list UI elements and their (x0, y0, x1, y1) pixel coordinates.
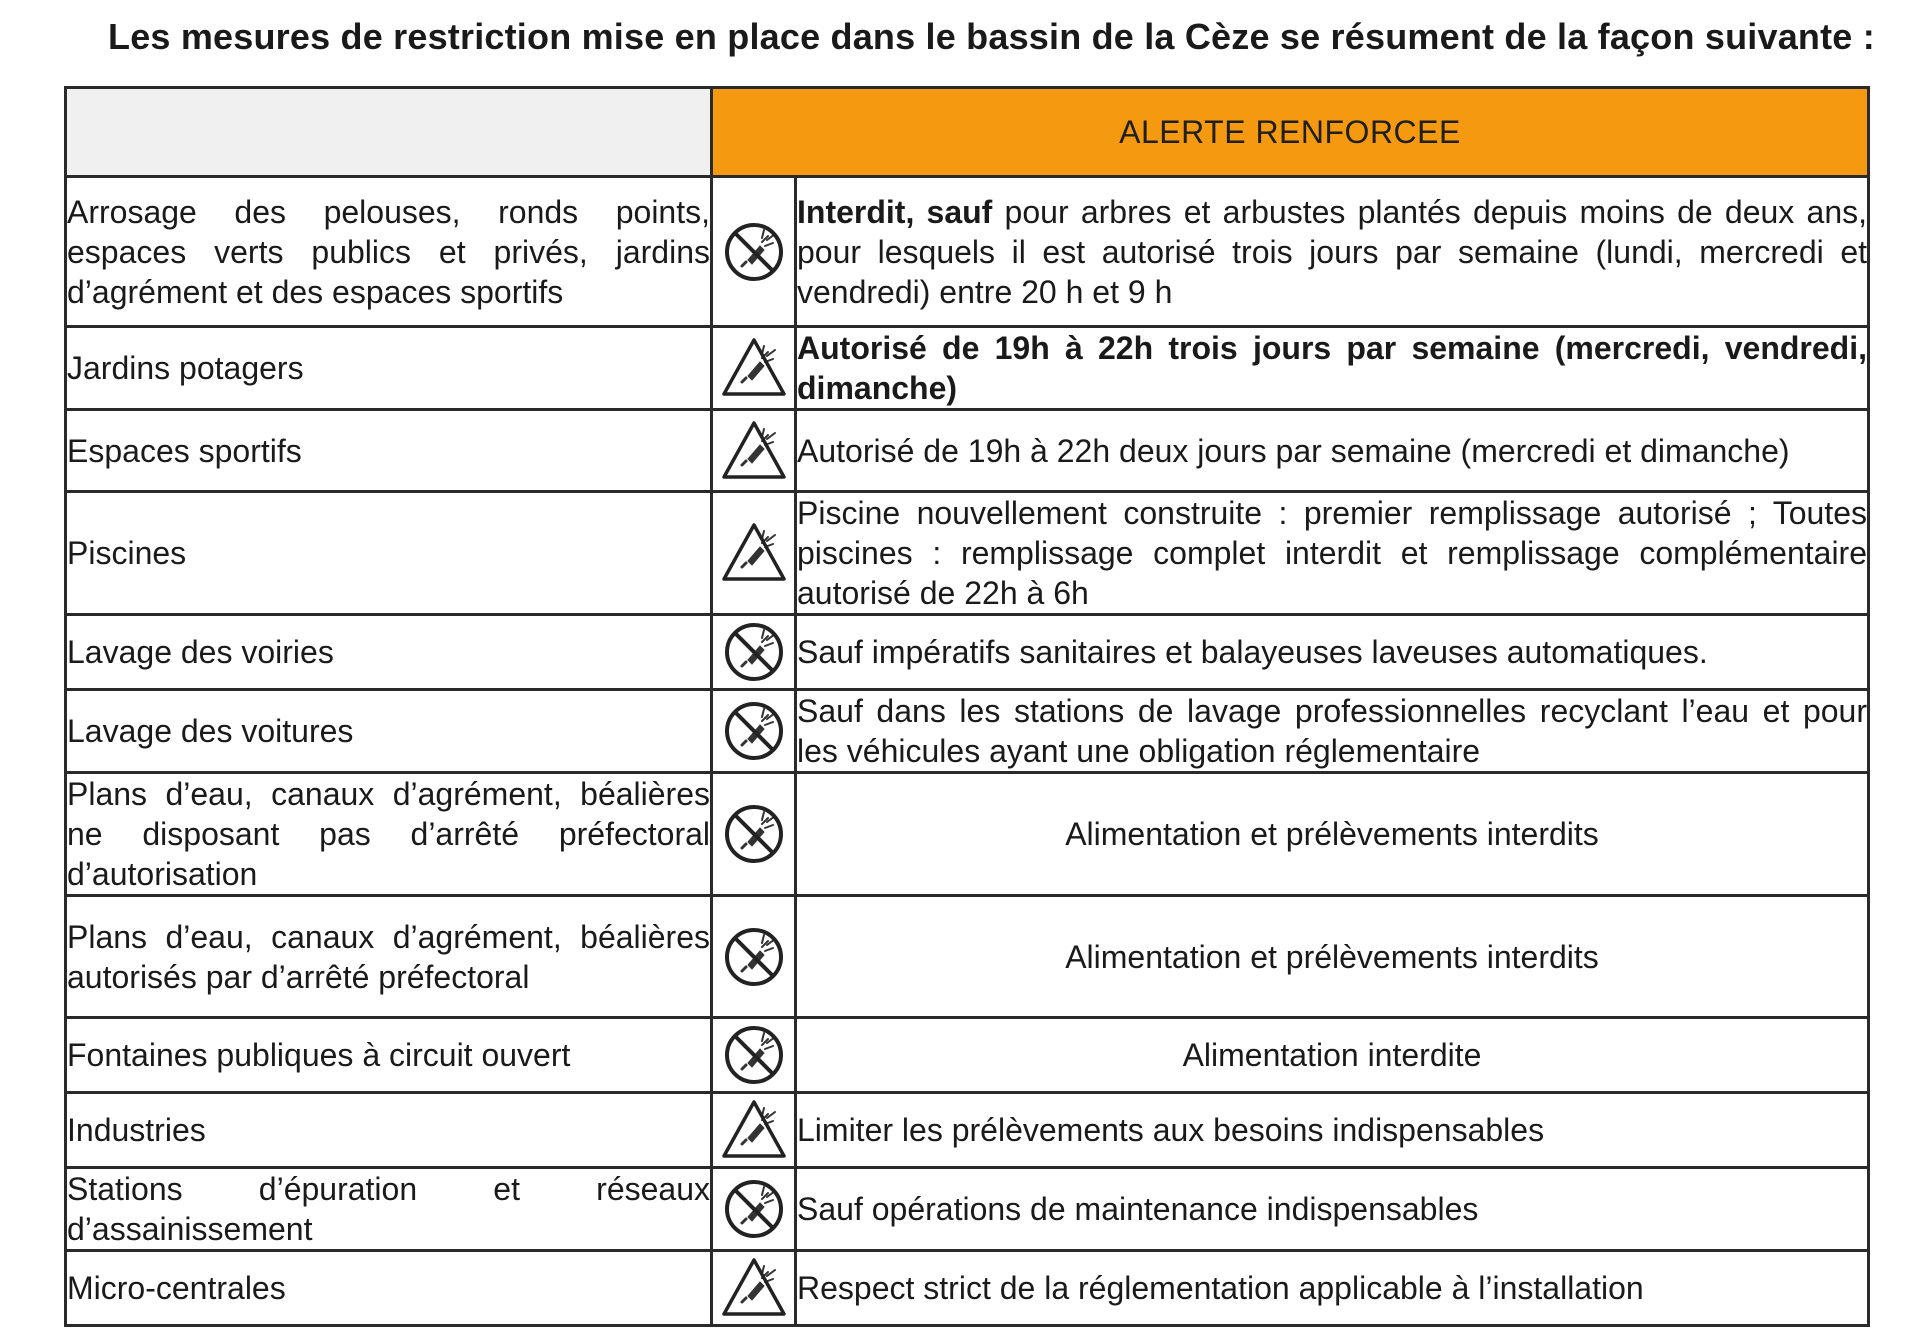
status-icon-cell (712, 327, 796, 410)
measure-cell (796, 177, 1869, 327)
activity-cell: Arrosage des pelouses, ronds points, espaces verts publics et privés, jardins d’agrément et des espaces sportifs (66, 177, 712, 327)
warning-watering-icon (718, 1094, 790, 1166)
alert-level-header: ALERTE RENFORCEE (712, 88, 1869, 177)
measure-text: Alimentation et prélèvements interdits (1065, 816, 1599, 852)
warning-watering-icon (718, 415, 790, 487)
activity-cell: Stations d’épuration et réseaux d’assainissement (66, 1168, 712, 1251)
header-blank-cell (66, 88, 712, 177)
status-icon-cell (712, 1251, 796, 1326)
activity-cell: Lavage des voitures (66, 690, 712, 773)
activity-cell: Plans d’eau, canaux d’agrément, béalières ne disposant pas d’arrêté préfectoral d’autorisation (66, 773, 712, 896)
table-row (66, 327, 1869, 410)
activity-cell: Jardins potagers (66, 327, 712, 410)
status-icon-cell (712, 177, 796, 327)
status-icon-cell (712, 492, 796, 615)
table-row (66, 492, 1869, 615)
table-row (66, 1018, 1869, 1093)
activity-cell: Piscines (66, 492, 712, 615)
measure-text: Alimentation et prélèvements interdits (1065, 938, 1599, 975)
prohibited-watering-icon (718, 921, 790, 993)
measure-text: Sauf dans les stations de lavage professionnelles recyclant l’eau et pour les véhicules ayant une obligation réglementaire (797, 693, 1867, 769)
status-icon-cell (712, 690, 796, 773)
status-icon-cell (712, 896, 796, 1018)
measure-cell (796, 615, 1869, 690)
status-icon-cell (712, 1093, 796, 1168)
measure-text: Sauf opérations de maintenance indispensables (797, 1191, 1479, 1227)
measure-cell (796, 1168, 1869, 1251)
status-icon-cell (712, 1168, 796, 1251)
measure-cell (796, 690, 1869, 773)
activity-cell: Micro-centrales (66, 1251, 712, 1326)
measure-cell (796, 410, 1869, 492)
table-row (66, 410, 1869, 492)
measure-cell (796, 327, 1869, 410)
table-header-row (66, 88, 1869, 177)
activity-cell: Industries (66, 1093, 712, 1168)
prohibited-watering-icon (718, 695, 790, 767)
table-row (66, 177, 1869, 327)
restrictions-table (64, 86, 1870, 1327)
status-icon-cell (712, 773, 796, 896)
table-row (66, 1251, 1869, 1326)
prohibited-watering-icon (718, 1173, 790, 1245)
activity-cell: Plans d’eau, canaux d’agrément, béalières autorisés par d’arrêté préfectoral (66, 896, 712, 1018)
measure-cell (796, 1251, 1869, 1326)
measure-cell (796, 1018, 1869, 1093)
activity-cell: Fontaines publiques à circuit ouvert (66, 1018, 712, 1093)
measure-text: Limiter les prélèvements aux besoins indispensables (797, 1112, 1545, 1148)
status-icon-cell (712, 1018, 796, 1093)
status-icon-cell (712, 410, 796, 492)
measure-bold-text: Interdit, sauf (797, 193, 993, 230)
table-row (66, 773, 1869, 896)
prohibited-watering-icon (718, 616, 790, 688)
warning-watering-icon (718, 332, 790, 404)
measure-cell (796, 773, 1869, 896)
table-row (66, 615, 1869, 690)
measure-text: Alimentation interdite (1182, 1037, 1482, 1073)
prohibited-watering-icon (718, 1019, 790, 1091)
warning-watering-icon (718, 1252, 790, 1324)
activity-cell: Lavage des voiries (66, 615, 712, 690)
measure-cell (796, 492, 1869, 615)
warning-watering-icon (718, 517, 790, 589)
page-title: Les mesures de restriction mise en place dans le bassin de la Cèze se résument de la façon suivante : (108, 16, 1875, 57)
measure-text: Sauf impératifs sanitaires et balayeuses laveuses automatiques. (797, 634, 1708, 670)
table-row (66, 1168, 1869, 1251)
measure-text: Respect strict de la réglementation applicable à l’installation (797, 1270, 1644, 1306)
measure-cell (796, 1093, 1869, 1168)
measure-text: Piscine nouvellement construite : premier remplissage autorisé ; Toutes piscines : remplissage complet interdit et remplissage complémentaire autorisé de 22h à 6h (797, 495, 1867, 611)
status-icon-cell (712, 615, 796, 690)
prohibited-watering-icon (718, 798, 790, 870)
table-row (66, 1093, 1869, 1168)
prohibited-watering-icon (718, 216, 790, 288)
measure-text: pour arbres et arbustes plantés depuis moins de deux ans, pour lesquels il est autorisé trois jours par semaine (lundi, mercredi et vendredi) entre 20 h et 9 h (797, 193, 1868, 310)
measure-bold-text: Autorisé de 19h à 22h trois jours par semaine (mercredi, vendredi, dimanche) (797, 330, 1867, 406)
table-row (66, 896, 1869, 1018)
table-row (66, 690, 1869, 773)
activity-cell: Espaces sportifs (66, 410, 712, 492)
measure-cell (796, 896, 1869, 1018)
measure-text: Autorisé de 19h à 22h deux jours par semaine (mercredi et dimanche) (797, 432, 1790, 469)
